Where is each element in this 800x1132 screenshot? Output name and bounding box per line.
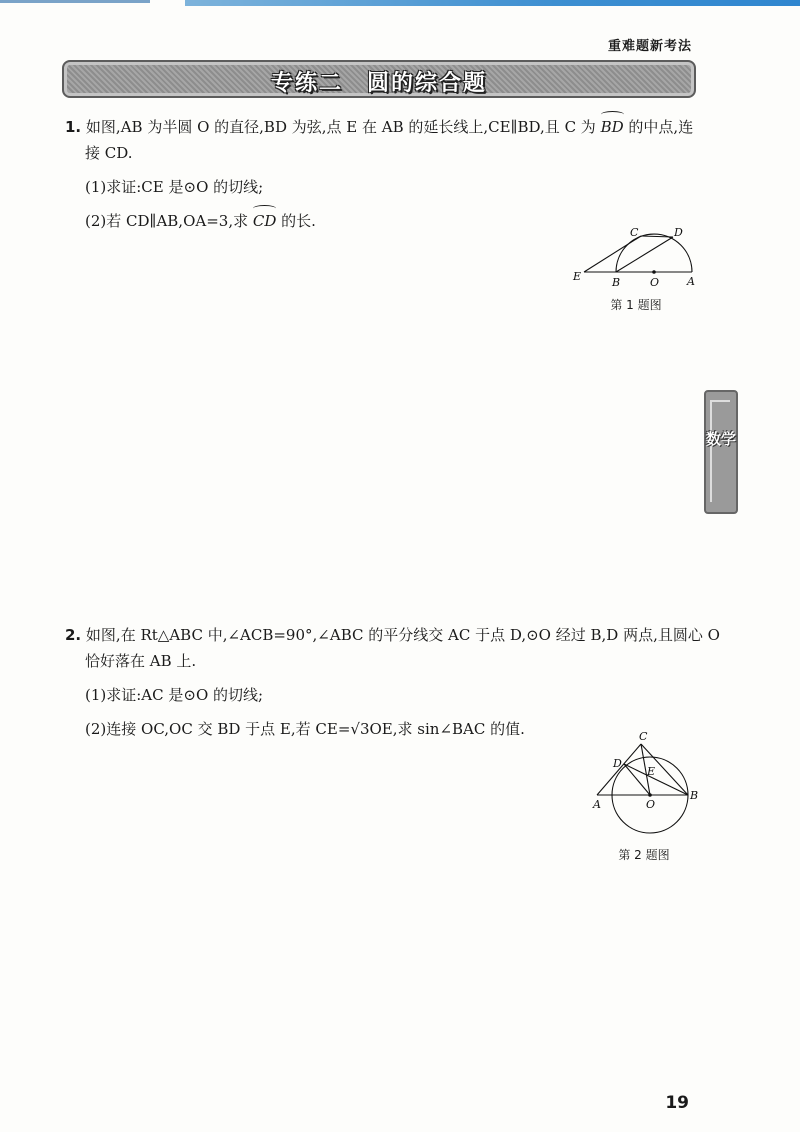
q1-semicircle: [616, 234, 692, 272]
side-tab-label: 数学: [706, 430, 737, 448]
q2-figure-svg: [585, 728, 705, 840]
q2-figure-caption: 第 2 题图: [618, 848, 670, 862]
q2-line1-text: 如图,在 Rt△ABC 中,∠ACB=90°,∠ABC 的平分线交 AC 于点 D,⊙O 经过 B,D 两点,且圆心 O: [85, 626, 720, 644]
q2-label-e: E: [647, 765, 656, 778]
section-title: 专练二 圆的综合题: [270, 71, 487, 96]
q1-line1-c: 的中点,连: [623, 118, 694, 136]
q1-line1-b: AB 为半圆 O 的直径,BD 为弦,点 E 在 AB 的延长线上,CE∥BD,且 C 为: [120, 118, 601, 136]
q1-label-d: D: [674, 226, 683, 239]
q1-arc-cd: CD: [253, 208, 277, 234]
q2-line-1: [65, 622, 720, 648]
subject-side-tab: [704, 390, 738, 514]
q2-label-a: A: [593, 798, 601, 811]
q1-figure-svg: [570, 222, 705, 294]
section-banner: [62, 60, 696, 98]
q1-figure-caption: 第 1 题图: [610, 298, 662, 312]
q1-arc-bd: BD: [601, 114, 624, 140]
page-number: 19: [665, 1093, 689, 1113]
q2-label-c: C: [639, 730, 648, 743]
q2-label-o: O: [646, 798, 656, 811]
question-1: [65, 114, 705, 234]
q2-line-db: [624, 764, 688, 795]
q2-label-b: B: [690, 789, 699, 802]
q1-number: 1.: [65, 118, 82, 136]
q1-label-b: B: [612, 276, 621, 289]
q1-label-c: C: [630, 226, 639, 239]
q1-part2-b: 的长.: [276, 212, 316, 230]
q1-line1-a: 如图,: [85, 118, 121, 136]
q2-line-2: 恰好落在 AB 上.: [85, 652, 197, 670]
q1-line-2: 接 CD.: [85, 144, 133, 162]
q1-label-o: O: [650, 276, 660, 289]
q2-center-o: [648, 793, 652, 797]
top-bar-left-segment: [0, 0, 150, 3]
q1-label-a: A: [687, 275, 695, 288]
q1-line-bd: [616, 237, 673, 272]
q1-figure: [570, 222, 705, 294]
q1-center-o: [652, 270, 656, 274]
q1-part-1: (1)求证:CE 是⊙O 的切线;: [85, 178, 264, 196]
top-bar-right-segment: [185, 0, 800, 6]
q1-line-1: [65, 114, 705, 140]
q1-part2-a: (2)若 CD∥AB,OA=3,求: [85, 212, 253, 230]
question-2: [65, 622, 720, 742]
q2-figure: [585, 728, 705, 840]
q2-label-d: D: [613, 757, 622, 770]
q1-line-ec: [584, 236, 641, 272]
q2-part-1: (1)求证:AC 是⊙O 的切线;: [85, 686, 264, 704]
q2-part-2: (2)连接 OC,OC 交 BD 于点 E,若 CE=√3OE,求 sin∠BAC 的值.: [85, 720, 525, 738]
top-color-bar: [0, 0, 800, 8]
q1-label-e: E: [573, 270, 582, 283]
q2-number: 2.: [65, 626, 82, 644]
running-title: 重难题新考法: [607, 39, 692, 54]
